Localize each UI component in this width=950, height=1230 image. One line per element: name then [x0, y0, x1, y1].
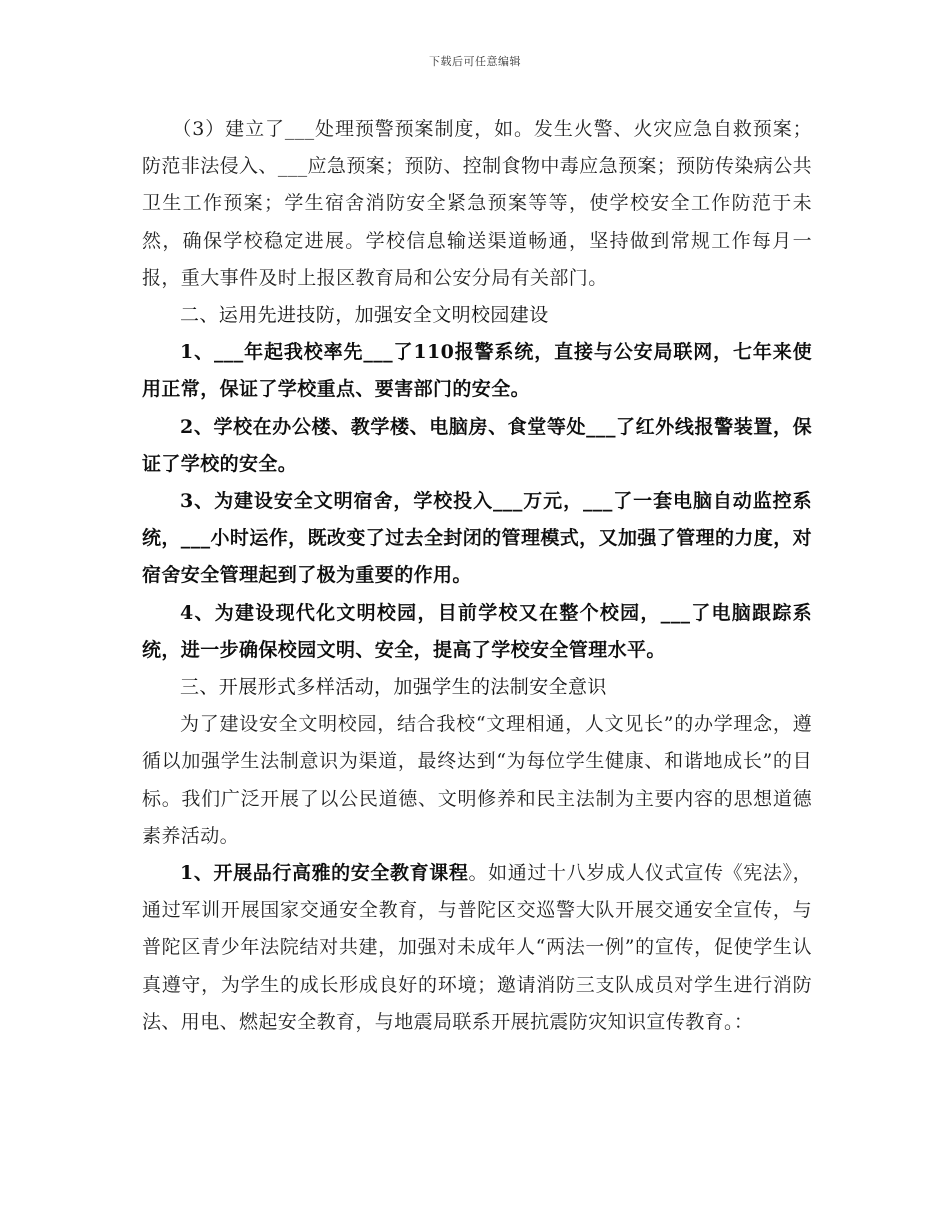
safety-courses-lead: 1、开展品行高雅的安全教育课程 [180, 862, 469, 885]
document-body [142, 111, 812, 1041]
paragraph-safety-courses [142, 855, 812, 1041]
item-110-alarm-system: 1、___年起我校率先___了110报警系统，直接与公安局联网，七年来使用正常，保证了学校重点、要害部门的安全。 [142, 341, 812, 401]
item-infrared-alarm: 2、学校在办公楼、教学楼、电脑房、食堂等处___了红外线报警装置，保证了学校的安全。 [142, 415, 812, 475]
safety-courses-text: 。如通过十八岁成人仪式宣传《宪法》，通过军训开展国家交通安全教育，与普陀区交巡警大队开展交通安全宣传，与普陀区青少年法院结对共建，加强对未成年人“两法一例”的宣传，促使学生认真遵守，为学生的成长形成良好的环境；邀请消防三支队成员对学生进行消防法、用电、燃起安全教育，与地震局联系开展抗震防灾知识宣传教育。： [142, 862, 812, 1033]
paragraph-emergency-plans: （3）建立了___处理预警预案制度，如。发生火警、火灾应急自救预案；防范非法侵入、___应急预案；预防、控制食物中毒应急预案；预防传染病公共卫生工作预案；学生宿舍消防安全紧急预案等等，使学校安全工作防范于未然，确保学校稳定进展。学校信息输送渠道畅通，坚持做到常规工作每月一报，重大事件及时上报区教育局和公安分局有关部门。 [142, 118, 812, 289]
section-heading-legal-awareness: 三、开展形式多样活动，加强学生的法制安全意识 [180, 676, 607, 699]
item-tracking-system: 4、为建设现代化文明校园，目前学校又在整个校园，___了电脑跟踪系统，进一步确保校园文明、安全，提高了学校安全管理水平。 [142, 601, 812, 661]
section-heading-technical-defense: 二、运用先进技防，加强安全文明校园建设 [180, 304, 549, 327]
item-dorm-monitoring: 3、为建设安全文明宿舍，学校投入___万元，___了一套电脑自动监控系统，___小时运作，既改变了过去全封闭的管理模式，又加强了管理的力度，对宿舍安全管理起到了极为重要的作用。 [142, 490, 812, 587]
page-header: 下载后可任意编辑 [429, 55, 521, 68]
paragraph-campus-philosophy: 为了建设安全文明校园，结合我校“文理相通，人文见长”的办学理念，遵循以加强学生法制意识为渠道，最终达到“为每位学生健康、和谐地成长”的目标。我们广泛开展了以公民道德、文明修养和民主法制为主要内容的思想道德素养活动。 [142, 713, 812, 847]
